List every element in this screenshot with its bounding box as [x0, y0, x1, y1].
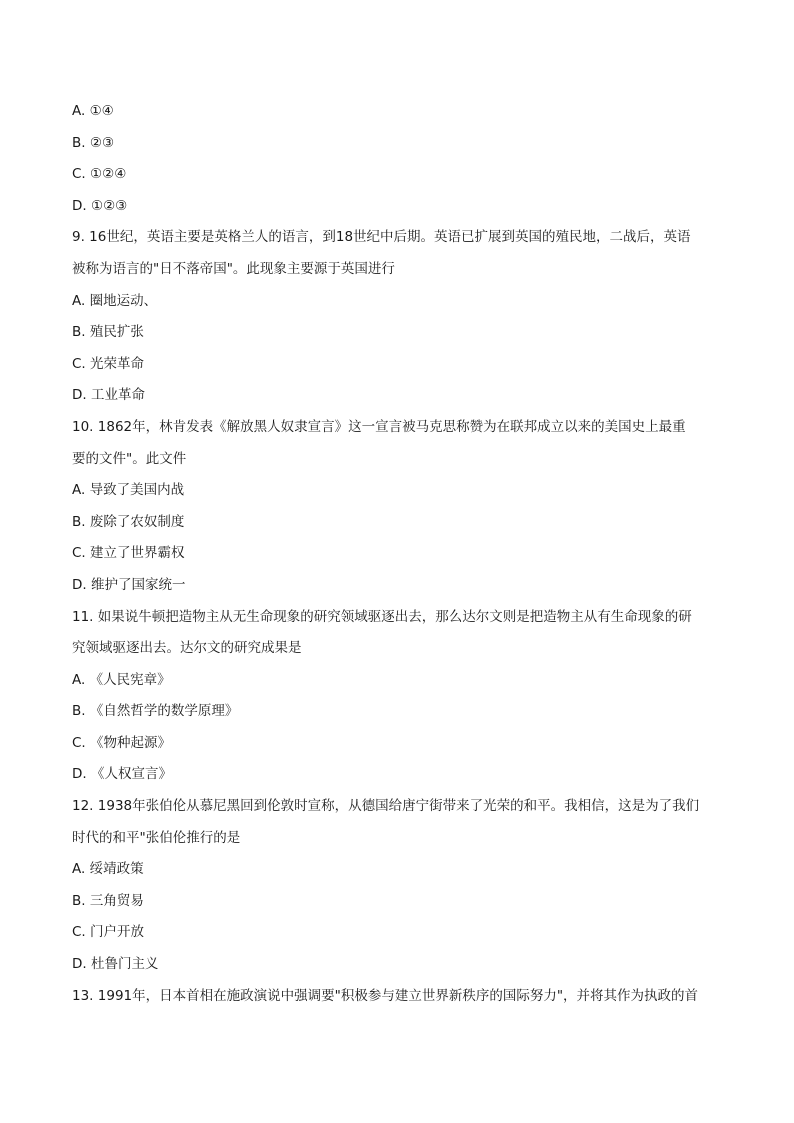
q8-option-d: D. ①②③: [72, 197, 128, 214]
q12-option-a: A. 绥靖政策: [72, 861, 144, 878]
q11-option-d: D. 《人权宣言》: [72, 766, 172, 783]
q10-stem-line2: 要的文件"。此文件: [72, 450, 187, 467]
question-list: [72, 96, 726, 1012]
q12-stem-line2: 时代的和平"张伯伦推行的是: [72, 829, 241, 846]
q9-stem-line2: 被称为语言的"日不落帝国"。此现象主要源于英国进行: [72, 260, 395, 277]
q8-option-b: B. ②③: [72, 134, 115, 151]
q13-stem-line1: 13. 1991年，日本首相在施政演说中强调要"积极参与建立世界新秩序的国际努力"，并将其作为执政的首: [72, 987, 699, 1004]
q10-stem-line1: 10. 1862年，林肯发表《解放黑人奴隶宣言》这一宣言被马克思称赞为在联邦成立以来的美国史上最重: [72, 418, 686, 435]
q12-option-c: C. 门户开放: [72, 924, 145, 941]
q11-stem-line2: 究领域驱逐出去。达尔文的研究成果是: [72, 640, 302, 657]
q10-option-a: A. 导致了美国内战: [72, 482, 185, 499]
q11-option-c: C. 《物种起源》: [72, 734, 172, 751]
q11-option-b: B. 《自然哲学的数学原理》: [72, 703, 239, 720]
q10-option-d: D. 维护了国家统一: [72, 576, 186, 593]
q8-option-c: C. ①②④: [72, 166, 127, 183]
q9-option-b: B. 殖民扩张: [72, 324, 144, 341]
q10-option-c: C. 建立了世界霸权: [72, 545, 185, 562]
q12-option-b: B. 三角贸易: [72, 892, 144, 909]
q9-option-c: C. 光荣革命: [72, 355, 145, 372]
q9-option-d: D. 工业革命: [72, 387, 145, 404]
q9-option-a: A. 圈地运动、: [72, 292, 158, 309]
q12-stem-line1: 12. 1938年张伯伦从慕尼黑回到伦敦时宣称，从德国给唐宁街带来了光荣的和平。我相信，这是为了我们: [72, 798, 700, 815]
q9-stem-line1: 9. 16世纪，英语主要是英格兰人的语言，到18世纪中后期。英语已扩展到英国的殖民地，二战后，英语: [72, 229, 691, 246]
q11-option-a: A. 《人民宪章》: [72, 671, 171, 688]
q8-option-a: A. ①④: [72, 103, 114, 119]
q10-option-b: B. 废除了农奴制度: [72, 513, 185, 530]
q11-stem-line1: 11. 如果说牛顿把造物主从无生命现象的研究领域驱逐出去，那么达尔文则是把造物主从有生命现象的研: [72, 608, 692, 625]
q12-option-d: D. 杜鲁门主义: [72, 956, 159, 973]
